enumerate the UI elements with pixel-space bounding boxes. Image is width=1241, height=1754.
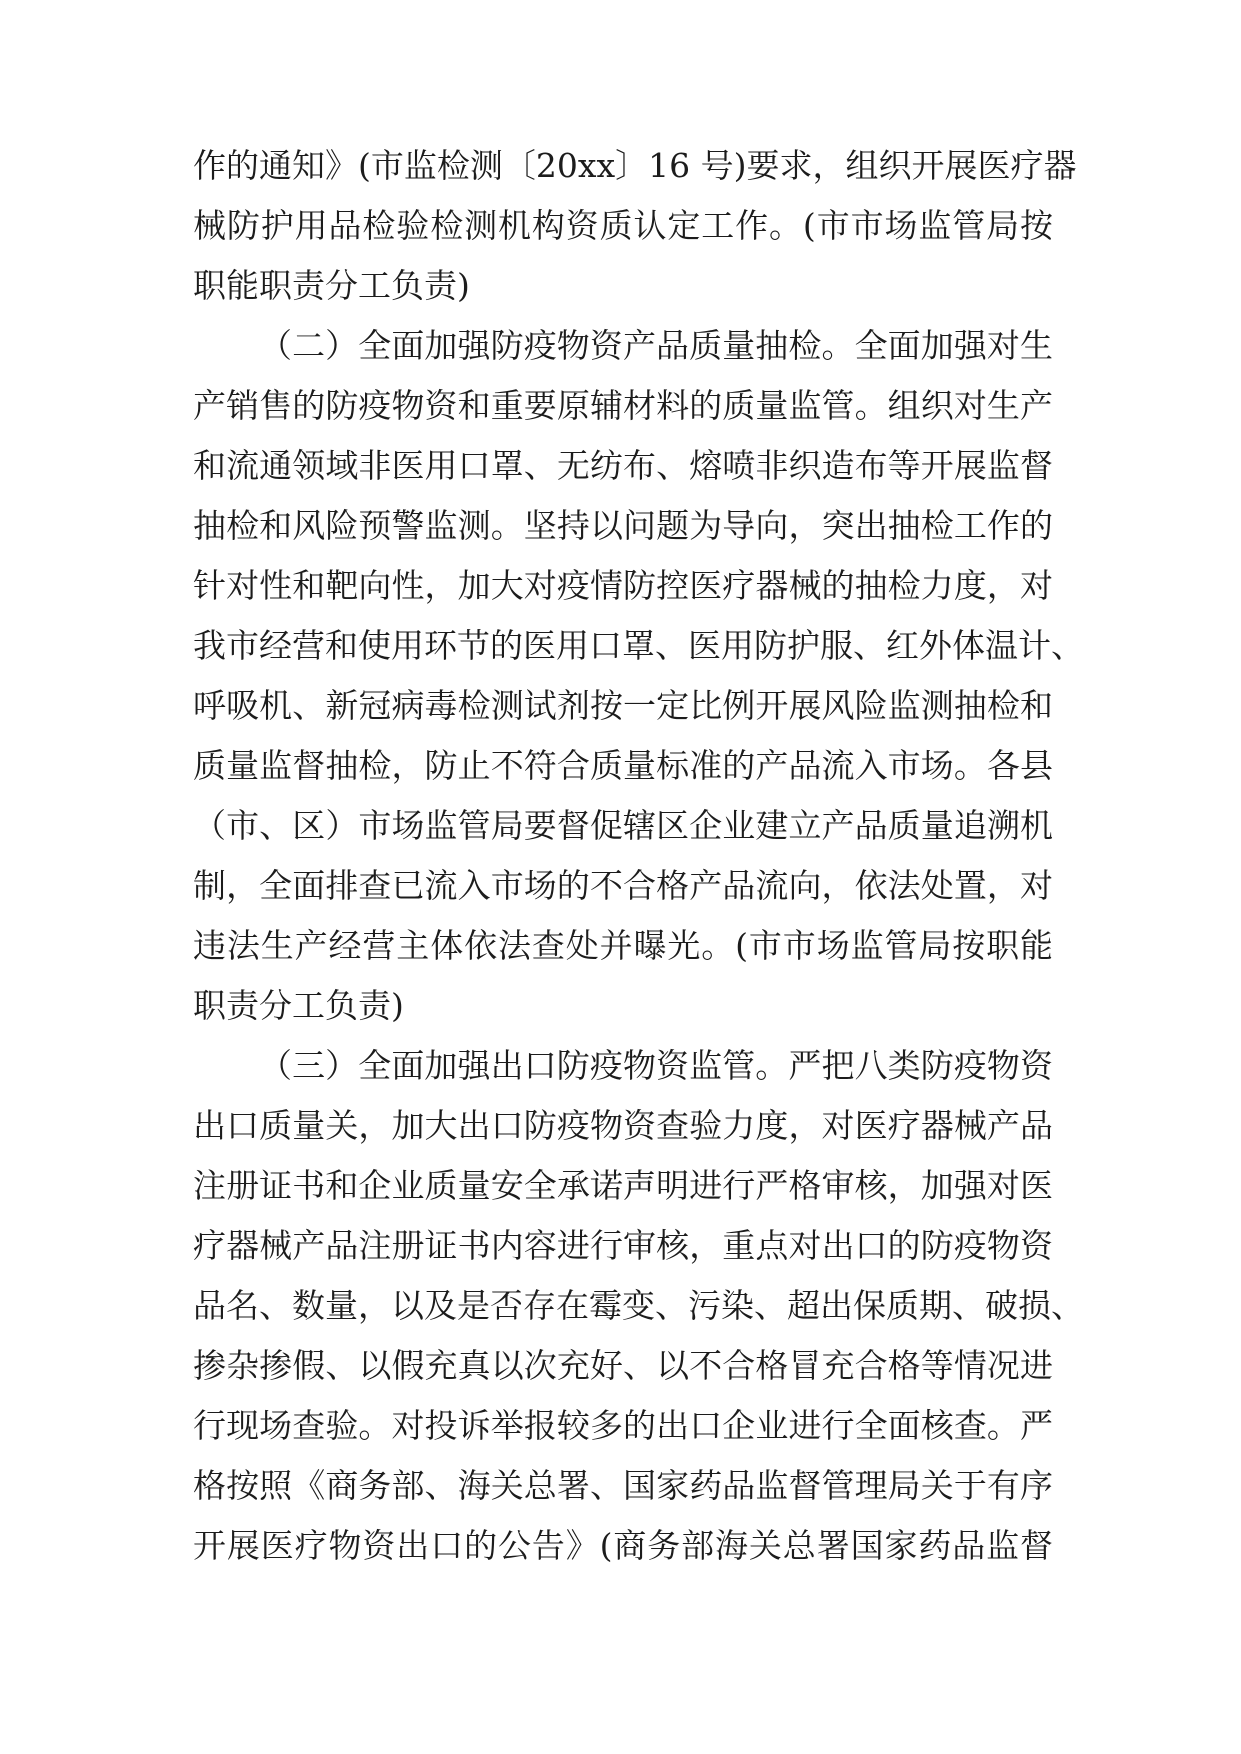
text-line: 疗器械产品注册证书内容进行审核，重点对出口的防疫物资 <box>193 1226 1053 1265</box>
text-line: 我市经营和使用环节的医用口罩、医用防护服、红外体温计、 <box>193 626 1084 665</box>
text-line: 质量监督抽检，防止不符合质量标准的产品流入市场。各县 <box>193 746 1053 785</box>
text-line: 制，全面排查已流入市场的不合格产品流向，依法处置，对 <box>193 866 1053 905</box>
text-line: 和流通领域非医用口罩、无纺布、熔喷非织造布等开展监督 <box>193 446 1053 485</box>
paragraph-heading-line: （二）全面加强防疫物资产品质量抽检。全面加强对生 <box>259 326 1053 365</box>
text-line: 针对性和靶向性，加大对疫情防控医疗器械的抽检力度，对 <box>193 566 1053 605</box>
text-line: 作的通知》(市监检测〔20xx〕16 号)要求，组织开展医疗器 <box>193 146 1077 185</box>
text-line: （市、区）市场监管局要督促辖区企业建立产品质量追溯机 <box>193 806 1053 845</box>
text-line: 违法生产经营主体依法查处并曝光。(市市场监管局按职能 <box>193 926 1053 965</box>
text-line: 职责分工负责) <box>193 986 404 1025</box>
text-line: 格按照《商务部、海关总署、国家药品监督管理局关于有序 <box>193 1466 1053 1505</box>
paragraph-heading-line: （三）全面加强出口防疫物资监管。严把八类防疫物资 <box>259 1046 1053 1085</box>
text-line: 产销售的防疫物资和重要原辅材料的质量监管。组织对生产 <box>193 386 1053 425</box>
text-line: 注册证书和企业质量安全承诺声明进行严格审核，加强对医 <box>193 1166 1053 1205</box>
text-line: 掺杂掺假、以假充真以次充好、以不合格冒充合格等情况进 <box>193 1346 1053 1385</box>
text-line: 呼吸机、新冠病毒检测试剂按一定比例开展风险监测抽检和 <box>193 686 1053 725</box>
text-line: 开展医疗物资出口的公告》(商务部海关总署国家药品监督 <box>193 1526 1053 1565</box>
text-line: 出口质量关，加大出口防疫物资查验力度，对医疗器械产品 <box>193 1106 1053 1145</box>
text-line: 品名、数量，以及是否存在霉变、污染、超出保质期、破损、 <box>193 1286 1084 1325</box>
text-line: 职能职责分工负责) <box>193 266 470 305</box>
text-line: 抽检和风险预警监测。坚持以问题为导向，突出抽检工作的 <box>193 506 1053 545</box>
text-line: 行现场查验。对投诉举报较多的出口企业进行全面核查。严 <box>193 1406 1053 1445</box>
text-line: 械防护用品检验检测机构资质认定工作。(市市场监管局按 <box>193 206 1053 245</box>
